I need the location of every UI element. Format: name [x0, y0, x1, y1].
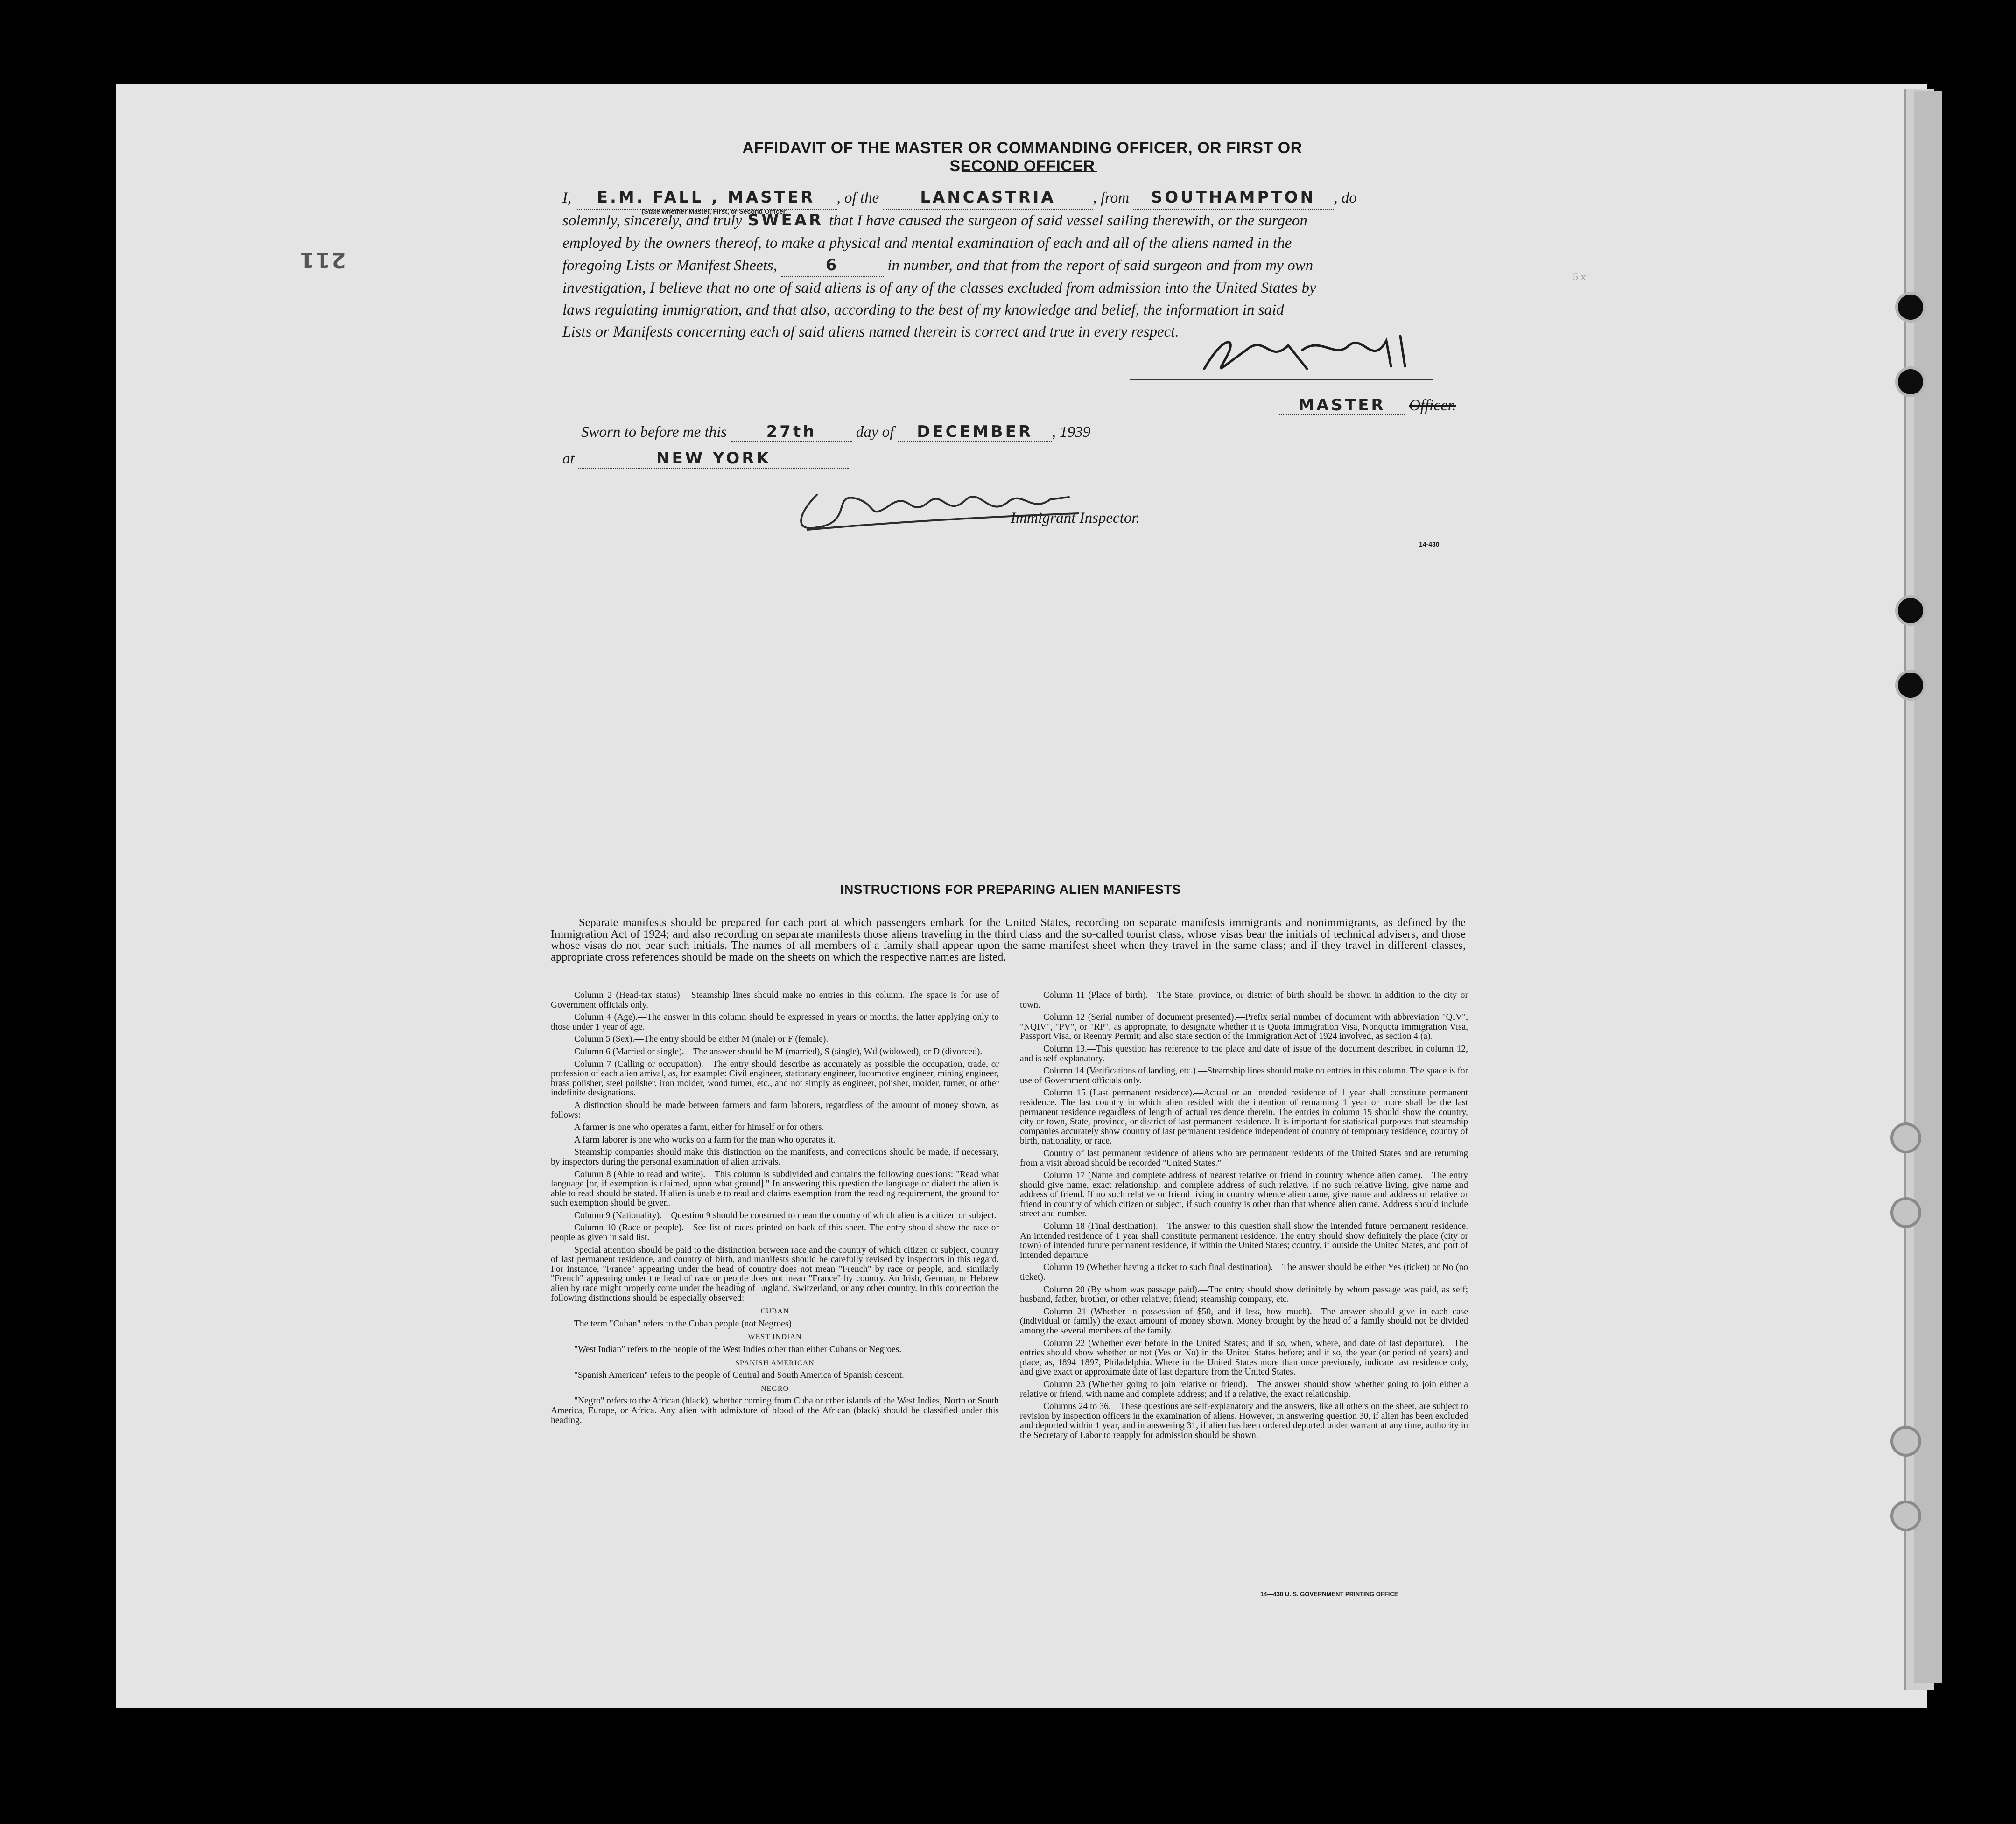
- instruction-paragraph: Column 20 (By whom was passage paid).—The entry should show definitely by whom passage was paid, as self; husband, father, brother, or other relative; friend; steamship company, etc.: [1020, 1284, 1468, 1305]
- instruction-paragraph: Column 17 (Name and complete address of nearest relative or friend in country whence alien came).—The entry should give name, exact relationship, and complete address of such relative. If no such relative living, give name and address of friend. If no such relative or friend living in country whence alien came, give name and address of relative or friend in country of which citizen or subject, if such country is other than that whence alien came. Address should include street and number.: [1020, 1171, 1468, 1219]
- signature-line: [1130, 379, 1433, 380]
- instruction-paragraph: Column 11 (Place of birth).—The State, province, or district of birth should be shown in addition to the city or town.: [1020, 990, 1468, 1010]
- vessel-field: LANCASTRIA: [883, 187, 1093, 210]
- text: Sworn to before me this: [581, 424, 727, 441]
- affidavit-line-6: laws regulating immigration, and that also, according to the best of my knowledge and belief, the information in said: [562, 302, 1284, 318]
- inspector-signature: [789, 481, 1088, 537]
- instruction-paragraph: The term "Cuban" refers to the Cuban people (not Negroes).: [574, 1319, 794, 1329]
- instruction-paragraph: Column 2 (Head-tax status).—Steamship lines should make no entries in this column. The space is for use of Government officials only.: [551, 990, 999, 1010]
- section-heading-cuban: CUBAN: [760, 1307, 789, 1316]
- instruction-paragraph: A farmer is one who operates a farm, either for himself or for others.: [574, 1122, 824, 1133]
- instruction-paragraph: Column 8 (Able to read and write).—This column is subdivided and contains the following questions: "Read what language [or, if exemption is claimed, upon what ground]." In answering this question the language or dialect the alien is able to read should be stated. If alien is unable to read and claims exemption from the reading requirement, the ground for such exemption should be given.: [551, 1169, 999, 1208]
- instruction-paragraph: Column 13.—This question has reference to the place and date of issue of the document described in column 12, and is self-explanatory.: [1020, 1044, 1468, 1064]
- text: , from: [1093, 189, 1130, 206]
- instruction-paragraph: Column 10 (Race or people).—See list of races printed on back of this sheet. The entry should show the race or people as given in said list.: [551, 1223, 999, 1243]
- binder-hole: [1895, 595, 1926, 626]
- port-field: SOUTHAMPTON: [1133, 187, 1334, 210]
- master-signature: [1195, 327, 1419, 378]
- signer-title-field: MASTER: [1279, 396, 1405, 415]
- oath-field: SWEAR: [746, 210, 825, 232]
- section-heading-spanish-american: SPANISH AMERICAN: [735, 1359, 815, 1367]
- instruction-paragraph: Column 21 (Whether in possession of $50, and if less, how much).—The answer should give in each case (individual or family) the exact amount of money shown. Money brought by the head of a family should not be divided among the several members of the family.: [1020, 1306, 1468, 1336]
- master-name-field: E.M. FALL , MASTER: [576, 187, 837, 210]
- instruction-paragraph: "West Indian" refers to the people of the West Indies other than either Cubans or Negroes.: [574, 1345, 902, 1354]
- instruction-paragraph: Column 18 (Final destination).—The answer to this question shall show the intended future permanent residence. An intended residence of 1 year shall constitute permanent residence. The entry should show definitely the place (city or town) of intended future permanent residence, if within the United States; country, if outside the United States, and port of intended departure.: [1020, 1221, 1468, 1260]
- sworn-month-field: DECEMBER: [898, 422, 1052, 442]
- sheets-field: 6: [781, 254, 884, 277]
- instructions-title: INSTRUCTIONS FOR PREPARING ALIEN MANIFESTS: [840, 882, 1181, 897]
- section-heading-west-indian: WEST INDIAN: [748, 1333, 802, 1341]
- text: at: [562, 450, 575, 467]
- officer-word: Officer.: [1409, 397, 1456, 414]
- text: that I have caused the surgeon of said vessel sailing therewith, or the surgeon: [829, 212, 1307, 229]
- place-field: NEW YORK: [578, 449, 849, 469]
- affidavit-line-7: Lists or Manifests concerning each of said aliens named therein is correct and true in every respect.: [562, 323, 1179, 340]
- instruction-paragraph: Steamship companies should make this distinction on the manifests, and corrections should be made, if necessary, by inspectors during the personal examination of alien arrivals.: [551, 1147, 999, 1167]
- page-number-stamp: 211: [299, 247, 347, 273]
- instructions-right-column: [1020, 991, 1468, 1444]
- text: , of the: [836, 189, 879, 206]
- affidavit-line-3: employed by the owners thereof, to make a physical and mental examination of each and all of the aliens named in the: [562, 235, 1292, 252]
- instruction-paragraph: A farm laborer is one who works on a farm for the man who operates it.: [574, 1135, 836, 1145]
- sworn-year: , 1939: [1052, 424, 1091, 441]
- signer-title-line: [1279, 396, 1456, 415]
- instruction-paragraph: Column 6 (Married or single).—The answer should be M (married), S (single), Wd (widowed), or D (divorced).: [574, 1046, 983, 1057]
- title-rule: [962, 171, 1097, 172]
- instruction-paragraph: Column 23 (Whether going to join relative or friend).—The answer should show whether going to join either a relative or friend, with name and complete address; and if a relative, the exact relationship.: [1020, 1379, 1468, 1399]
- instruction-paragraph: Column 12 (Serial number of document presented).—Prefix serial number of document with abbreviation "QIV", "NQIV", "PV", or "RP", as appropriate, to designate whether it is Quota Immigration Visa, Nonquota Immigration Visa, Passport Visa, or Reentry Permit; and also state section of the Immigration Act of 1924 involved, as section 4 (a).: [1020, 1012, 1468, 1042]
- instruction-paragraph: Column 14 (Verifications of landing, etc.).—Steamship lines should make no entries in this column. The space is for use of Government officials only.: [1020, 1066, 1468, 1086]
- instructions-intro: Separate manifests should be prepared for each port at which passengers embark for the United States, recording on separate manifests immigrants and nonimmigrants, as defined by the Immigration Act of 1924; and also recording on separate manifests those aliens traveling in the third class and the so-called tourist class, whose visas bear the initials of technical advisers, and those whose visas do not bear such initials. The names of all members of a family shall appear upon the same manifest sheet when they travel in the same class; and if they travel in different classes, appropriate cross references should be made on the sheets on which the respective names are listed.: [551, 916, 1466, 963]
- section-heading-negro: NEGRO: [760, 1384, 789, 1393]
- instruction-paragraph: Special attention should be paid to the distinction between race and the country of which citizen or subject, country of last permanent residence, and country of birth, and manifests should be carefully revised by inspectors in this regard. For instance, "France" appearing under the head of country does not mean "French" by race or people, and, similarly "French" appearing under the head of race or people does not mean "France" by country. An Irish, German, or Hebrew alien by race might properly come under the heading of England, Switzerland, or any other country. In this connection the following distinctions should be especially observed:: [551, 1245, 999, 1303]
- sworn-day-field: 27th: [731, 422, 852, 442]
- instruction-paragraph: Column 19 (Whether having a ticket to such final destination).—The answer should be either Yes (ticket) or No (no ticket).: [1020, 1263, 1468, 1283]
- binder-hole: [1895, 670, 1926, 701]
- instruction-paragraph: Columns 24 to 36.—These questions are self-explanatory and the answers, like all others on the sheet, are subject to revision by inspection officers in the examination of aliens. However, in answering question 30, if alien has been excluded and deported within 1 year, and in answering 31, if alien has been ordered deported under warrant at any time, authority in the Secretary of Labor to reapply for admission should be shown.: [1020, 1402, 1468, 1440]
- binder-hole: [1895, 366, 1926, 397]
- printer-line: 14—430 U. S. GOVERNMENT PRINTING OFFICE: [1260, 1591, 1398, 1598]
- instruction-paragraph: Column 22 (Whether ever before in the United States; and if so, when, where, and date of last departure).—The entries should show whether or not (Yes or No) in the United States before; and if so, the year (or period of years) and place, as, 1894–1897, Philadelphia. Where in the United States more than once previously, indicate last residence only, and give exact or approximate date of last departure from the United States.: [1020, 1338, 1468, 1377]
- inspector-title: Immigrant Inspector.: [1011, 510, 1140, 526]
- text: day of: [856, 424, 894, 441]
- affidavit-title: AFFIDAVIT OF THE MASTER OR COMMANDING OFFICER, OR FIRST OR SECOND OFFICER: [742, 139, 1302, 175]
- binder-hole: [1890, 1197, 1921, 1228]
- affidavit-line-1: [562, 187, 1473, 210]
- text: in number, and that from the report of said surgeon and from my own: [887, 257, 1314, 274]
- text: solemnly, sincerely, and truly: [562, 212, 742, 229]
- instruction-paragraph: "Negro" refers to the African (black), whether coming from Cuba or other islands of the West Indies, North or South America, Europe, or Africa. Any alien with admixture of blood of the African (black) should be classified under this heading.: [551, 1396, 999, 1425]
- affidavit-line-4: [562, 254, 1473, 277]
- pencil-mark: 5 x: [1573, 271, 1586, 282]
- form-number: 14-430: [1419, 540, 1440, 548]
- binder-hole: [1895, 292, 1926, 323]
- instruction-paragraph: Column 5 (Sex).—The entry should be either M (male) or F (female).: [574, 1034, 829, 1045]
- instruction-paragraph: "Spanish American" refers to the people of Central and South America of Spanish descent.: [574, 1370, 904, 1381]
- instruction-paragraph: Column 9 (Nationality).—Question 9 should be construed to mean the country of which alien is a citizen or subject.: [574, 1210, 997, 1221]
- binder-hole: [1890, 1122, 1921, 1153]
- instruction-paragraph: Column 7 (Calling or occupation).—The entry should describe as accurately as possible the occupation, trade, or profession of each alien arrival, as, for example: Civil engineer, stationary engineer, locomotive engineer, mining engineer, brass polisher, steel polisher, iron molder, wood turner, etc., and not simply as engineer, polisher, molder, turner, or other indefinite designations.: [551, 1059, 999, 1098]
- officer-hint: (State whether Master, First, or Second Officer): [642, 208, 788, 215]
- instructions-left-column: [551, 991, 999, 1428]
- instruction-paragraph: Country of last permanent residence of aliens who are permanent residents of the United States and are returning from a visit abroad should be recorded "United States.": [1020, 1148, 1468, 1168]
- binder-hole: [1890, 1426, 1921, 1457]
- at-line: [562, 449, 849, 469]
- instruction-paragraph: Column 15 (Last permanent residence).—Actual or an intended residence of 1 year shall constitute permanent residence. The last country in which alien resided with the intention of remaining 1 year or more shall be the last permanent residence regardless of length of actual residence therein. The entries in column 15 should show the country, city or town, State, province, or district of last permanent residence. It is important for statistical purposes that steamship companies accurately show country of last permanent residence independent of country of temporary residence, country of birth, nationality, or race.: [1020, 1088, 1468, 1146]
- text: I,: [562, 189, 572, 206]
- instruction-paragraph: A distinction should be made between farmers and farm laborers, regardless of the amount of money shown, as follows:: [551, 1100, 999, 1120]
- text: foregoing Lists or Manifest Sheets,: [562, 257, 777, 274]
- instruction-paragraph: Column 4 (Age).—The answer in this column should be expressed in years or months, the latter applying only to those under 1 year of age.: [551, 1012, 999, 1032]
- sworn-line: [581, 422, 1090, 442]
- binder-hole: [1890, 1501, 1921, 1531]
- text: , do: [1334, 189, 1357, 206]
- affidavit-line-5: investigation, I believe that no one of said aliens is of any of the classes excluded from admission into the United States by: [562, 280, 1316, 296]
